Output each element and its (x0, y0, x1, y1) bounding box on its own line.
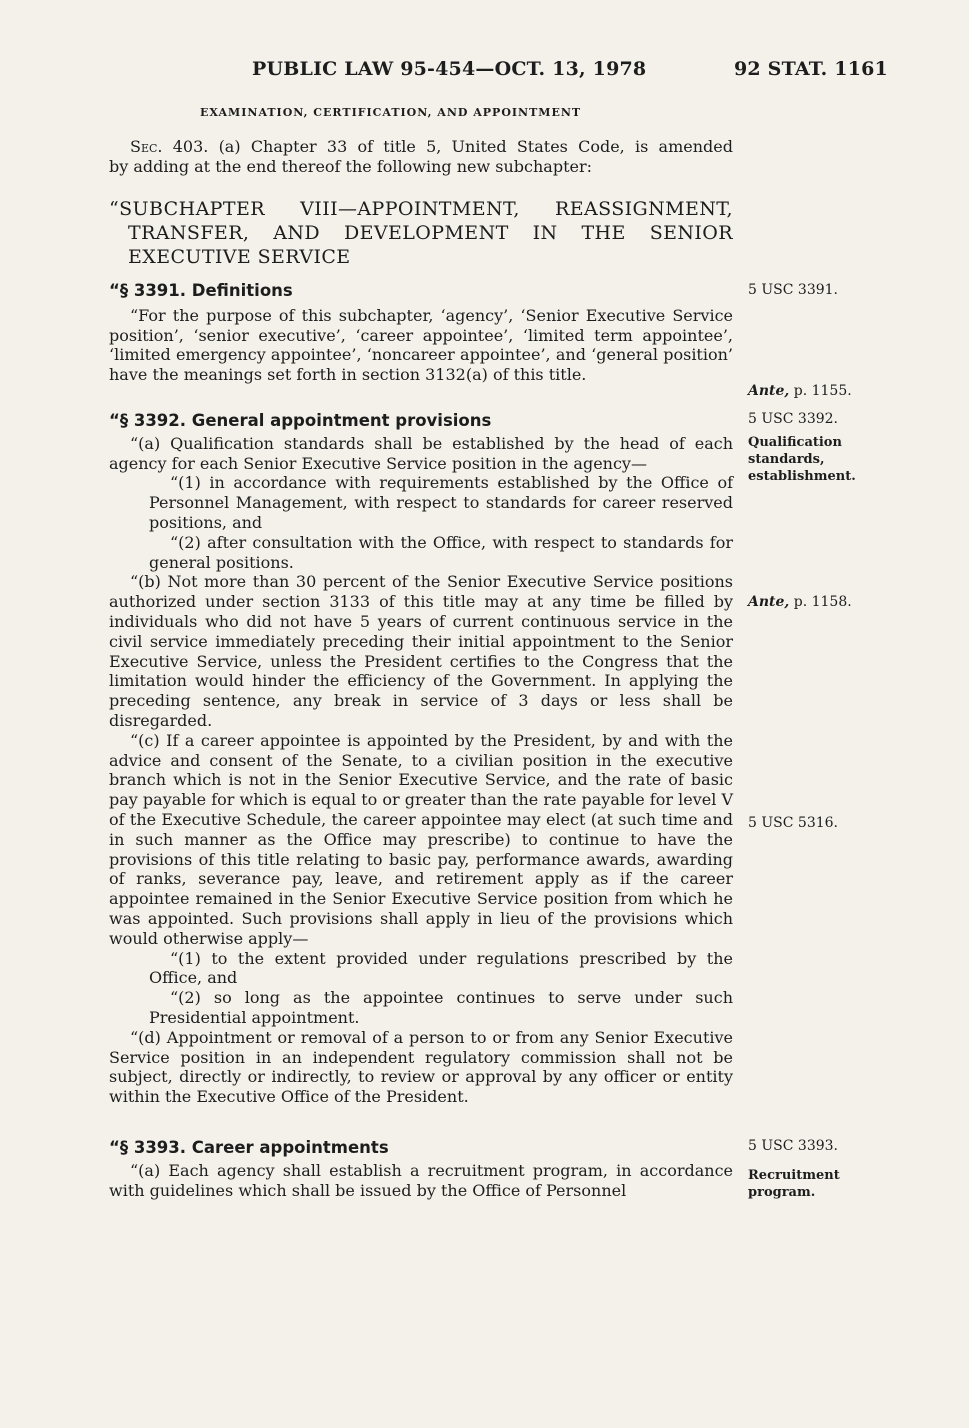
section-3392-paragraph-a2: “(2) after consultation with the Office, with respect to standards for general positions. (149, 532, 733, 572)
section-3392-paragraph-c1: “(1) to the extent provided under regulations prescribed by the Office, and (149, 948, 733, 988)
ante-page: p. 1155. (789, 383, 852, 399)
recruitment-line-1: Recruitment (748, 1168, 840, 1183)
section-3392-subsection-d: “(d) Appointment or removal of a person to or from any Senior Executive Service position in an independent regulatory commission shall not be subject, directly or indirectly, to review or approval by any officer or entity within the Executive Office of the President. (109, 1027, 733, 1107)
running-header-law: PUBLIC LAW 95-454—OCT. 13, 1978 (252, 58, 647, 80)
section-3392-paragraph-c2: “(2) so long as the appointee continues to serve under such Presidential appointment. (149, 988, 733, 1027)
ante-italic: Ante, (748, 383, 790, 399)
qualification-line-3: establishment. (748, 469, 856, 484)
section-3392-subsection-a: “(a) Qualification standards shall be established by the head of each agency for each Senior Executive Service position in the agency— (109, 433, 733, 473)
subchapter-line-1: “SUBCHAPTER VIII—APPOINTMENT, REASSIGNMENT, (109, 198, 733, 220)
qualification-line-1: Qualification (748, 435, 842, 450)
ante-italic: Ante, (748, 594, 790, 610)
section-3393 (109, 1138, 733, 1200)
ante-page: p. 1158. (789, 594, 852, 610)
section-caption: EXAMINATION, CERTIFICATION, AND APPOINTMENT (200, 106, 582, 119)
margin-note-5usc3392: 5 USC 3392. (748, 411, 838, 427)
margin-note-qualification (748, 434, 856, 485)
section-3393-subsection-a: “(a) Each agency shall establish a recruitment program, in accordance with guidelines which shall be issued by the Office of Personnel (109, 1160, 733, 1200)
section-3391-heading: “§ 3391. Definitions (109, 281, 293, 300)
running-header-stat: 92 STAT. 1161 (734, 58, 888, 80)
section-3392 (109, 411, 733, 1107)
section-3392-heading: “§ 3392. General appointment provisions (109, 411, 492, 430)
margin-note-5usc5316: 5 USC 5316. (748, 815, 838, 831)
intro-line-1: (a) Chapter 33 of title 5, United States Code, is amended (208, 137, 733, 156)
margin-note-5usc3391: 5 USC 3391. (748, 282, 838, 298)
recruitment-line-2: program. (748, 1185, 816, 1200)
sec-label: Sec. 403. (130, 137, 209, 156)
subchapter-line-2: TRANSFER, AND DEVELOPMENT IN THE SENIOR (128, 222, 733, 244)
section-3393-heading: “§ 3393. Career appointments (109, 1138, 389, 1157)
margin-note-ante-1158 (748, 594, 852, 611)
section-3392-paragraph-a1: “(1) in accordance with requirements established by the Office of Personnel Management, with respect to standards for career reserved positions, and (149, 473, 733, 532)
subchapter-title (109, 197, 733, 269)
section-3392-subsection-b: “(b) Not more than 30 percent of the Senior Executive Service positions authorized under section 3133 of this title may at any time be filled by individuals who did not have 5 years of current continuous service in the civil service immediately preceding their initial appointment to the Senior Executive Service, unless the President certifies to the Congress that the limitation would hinder the efficiency of the Government. In applying the preceding sentence, any break in service of 3 days or less shall be disregarded. (109, 572, 733, 730)
qualification-line-2: standards, (748, 452, 825, 467)
intro-line-2: by adding at the end thereof the following new subchapter: (109, 156, 592, 176)
margin-note-ante-1155 (748, 383, 852, 400)
margin-note-recruitment (748, 1167, 840, 1201)
margin-note-5usc3393: 5 USC 3393. (748, 1138, 838, 1154)
section-3392-subsection-c: “(c) If a career appointee is appointed by the President, by and with the advice and consent of the Senate, to a civilian position in the executive branch which is not in the Senior Executive Service, and the rate of basic pay payable for which is equal to or greater than the rate payable for level V of the Executive Schedule, the career appointee may elect (at such time and in such manner as the Office may prescribe) to continue to have the provisions of this title relating to basic pay, performance awards, awarding of ranks, severance pay, leave, and retirement apply as if the career appointee remained in the Senior Executive Service position from which he was appointed. Such provisions shall apply in lieu of the provisions which would otherwise apply— (109, 730, 733, 948)
section-3391-paragraph: “For the purpose of this subchapter, ‘agency’, ‘Senior Executive Service position’, ‘senior executive’, ‘career appointee’, ‘limited term appointee’, ‘limited emergency appointee’, ‘noncareer appointee’, and ‘general position’ have the meanings set forth in section 3132(a) of this title. (109, 305, 733, 385)
intro-paragraph (109, 137, 733, 177)
subchapter-line-3: EXECUTIVE SERVICE (128, 246, 351, 268)
section-3391 (109, 281, 733, 385)
